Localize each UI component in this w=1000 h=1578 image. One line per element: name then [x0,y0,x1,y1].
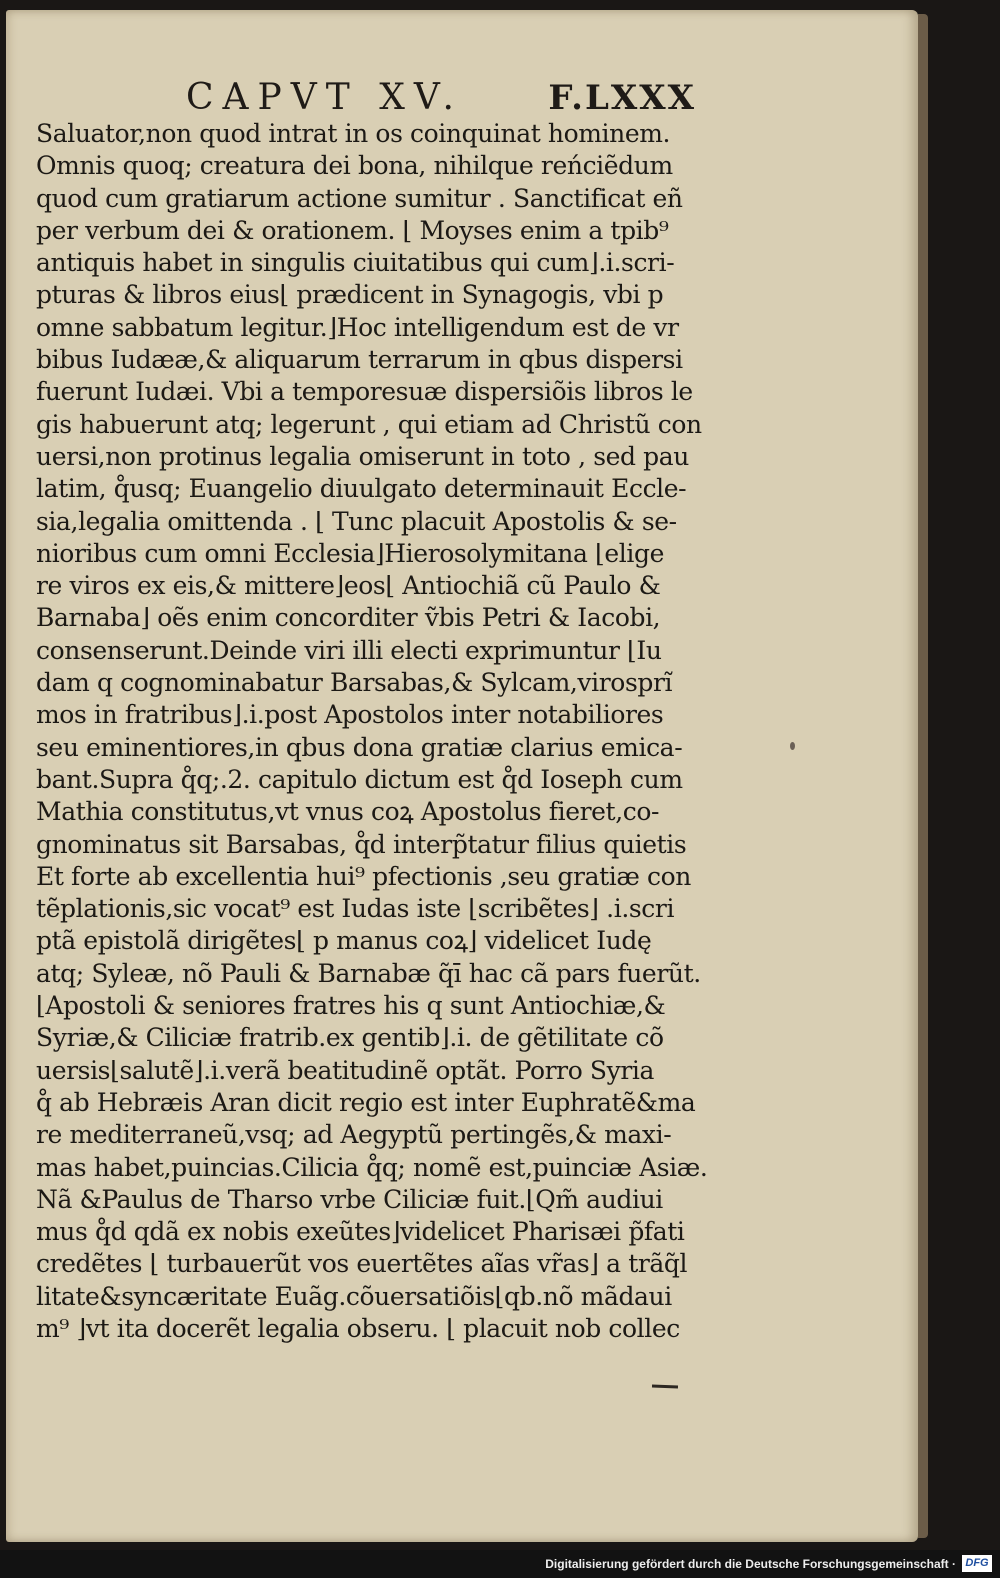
text-line: seu eminentiores,in qbus dona gratiæ clarius emica- [36,732,683,762]
text-line: bant.Supra q̊q;.2. capitulo dictum est q̊d Ioseph cum [36,764,683,794]
folio-number: F.LXXX [548,78,696,118]
text-line: gis habuerunt atq; legerunt , qui etiam ad Christũ con [36,409,702,439]
text-line: gnominatus sit Barsabas, q̊d interp̃tatur filius quietis [36,829,687,859]
chapter-heading: CAPVT XV. [186,77,463,118]
text-line: pturas & libros eius⌊ prædicent in Synagogis, vbi p [36,280,664,310]
text-line: litate&syncæritate Euãg.cõuersatiõis⌊qb.nõ mãdaui [36,1281,672,1311]
text-line: omne sabbatum legitur.⌋Hoc intelligendum est de vr [36,312,679,342]
text-line: atq; Syleæ, nõ Pauli & Barnabæ q̃ī hac cã pars fuerũt. [36,958,701,988]
funding-credit: Digitalisierung gefördert durch die Deutsche Forschungsgemeinschaft · [545,1557,956,1571]
text-line: Barnaba⌋ oẽs enim concorditer ṽbis Petri & Iacobi, [36,603,661,633]
text-line: ptã epistolã dirigẽtes⌊ p manus coꝝ⌋ videlicet Iudę [36,926,652,956]
page-edge [918,14,928,1538]
text-line: Nã &Paulus de Tharso vrbe Ciliciæ fuit.⌊Qm̃ audiui [36,1184,663,1214]
text-line: tẽplationis,sic vocat⁹ est Iudas iste ⌊scribẽtes⌋ .i.scri [36,894,675,924]
text-line: credẽtes ⌊ turbauerũt vos euertẽtes aĩas vr̃as⌋ a trãq̃l [36,1249,688,1279]
text-line: ⌊Apostoli & seniores fratres his q sunt Antiochiæ,& [36,991,666,1021]
text-line: sia,legalia omittenda . ⌊ Tunc placuit Apostolis & se- [36,506,677,536]
dfg-logo: DFG [962,1555,992,1572]
text-line: m⁹ ⌋vt ita docerẽt legalia obseru. ⌊ placuit nob collec [36,1313,680,1343]
footer-bar [0,1550,1000,1578]
text-line: Omnis quoq; creatura dei bona, nihilque reńciẽdum [36,151,673,181]
text-line: bibus Iudææ,& aliquarum terrarum in qbus dispersi [36,345,683,375]
text-line: per verbum dei & orationem. ⌊ Moyses enim a tpib⁹ [36,215,669,245]
text-line: antiquis habet in singulis ciuitatibus qui cum⌋.i.scri- [36,248,675,278]
text-line: uersis⌊salutẽ⌋.i.verã beatitudinẽ optãt. Porro Syria [36,1055,655,1085]
text-line: uersi,non protinus legalia omiserunt in toto , sed pau [36,441,689,471]
text-line: quod cum gratiarum actione sumitur . Sanctificat eñ [36,183,683,213]
text-line: mos in fratribus⌋.i.post Apostolos inter notabiliores [36,700,664,730]
text-line: Syriæ,& Ciliciæ fratrib.ex gentib⌋.i. de gẽtilitate cõ [36,1023,664,1053]
running-head [186,76,696,120]
text-line: Et forte ab excellentia hui⁹ pfectionis ,seu gratiæ con [36,861,691,891]
body-text [36,118,716,1345]
text-line: fuerunt Iudæi. Vbi a temporesuæ dispersiõis libros le [36,377,693,407]
text-line: nioribus cum omni Ecclesia⌋Hierosolymitana ⌊elige [36,538,664,568]
text-line: mus q̊d qdã ex nobis exeũtes⌋videlicet Pharisæi p̃fati [36,1217,685,1247]
ink-speck [790,742,795,750]
text-line: q̊ ab Hebræis Aran dicit regio est inter Euphratẽ&ma [36,1087,696,1117]
text-line: latim, q̊usq; Euangelio diuulgato determinauit Eccle- [36,474,687,504]
text-line: consenserunt.Deinde viri illi electi exprimuntur ⌊Iu [36,635,662,665]
text-line: dam q cognominabatur Barsabas,& Sylcam,virosprĩ [36,668,673,698]
text-line: mas habet,puincias.Cilicia q̊q; nomẽ est,puinciæ Asiæ. [36,1152,708,1182]
text-line: re mediterraneũ,vsq; ad Aegyptũ pertingẽs,& maxi- [36,1120,672,1150]
text-line: Saluator,non quod intrat in os coinquinat hominem. [36,119,671,148]
text-line: Mathia constitutus,vt vnus coꝝ Apostolus fieret,co- [36,797,660,827]
text-line: re viros ex eis,& mittere⌋eos⌊ Antiochiã cũ Paulo & [36,571,661,601]
